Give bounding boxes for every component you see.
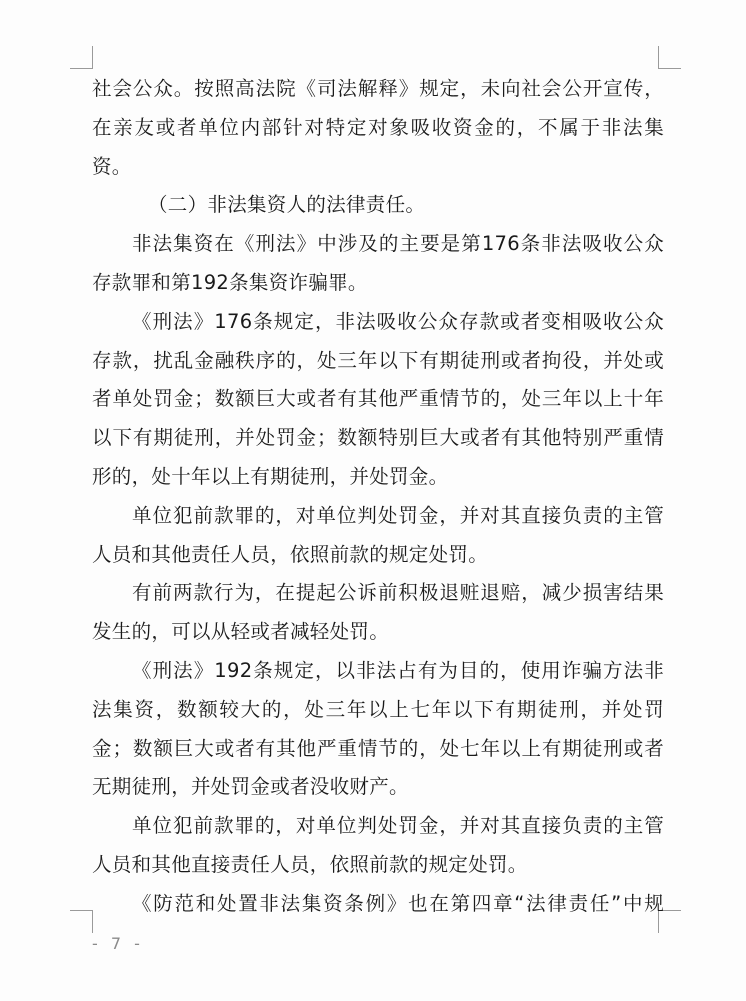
text-line: 存款，扰乱金融秩序的，处三年以下有期徒刑或者拘役，并处或 xyxy=(92,348,664,372)
margin-corner-mark xyxy=(70,910,93,933)
text-line: 《刑法》192条规定，以非法占有为目的，使用诈骗方法非 xyxy=(132,658,664,682)
margin-corner-mark xyxy=(658,46,681,69)
text-line: 金；数额巨大或者有其他严重情节的，处七年以上有期徒刑或者 xyxy=(92,736,664,760)
margin-corner-mark xyxy=(70,46,93,69)
text-line: 以下有期徒刑，并处罚金；数额特别巨大或者有其他特别严重情 xyxy=(92,426,664,450)
text-line: 《刑法》176条规定，非法吸收公众存款或者变相吸收公众 xyxy=(132,309,664,333)
text-line: 存款罪和第192条集资诈骗罪。 xyxy=(92,270,368,294)
text-line: 在亲友或者单位内部针对特定对象吸收资金的，不属于非法集 xyxy=(92,115,664,139)
text-line: 单位犯前款罪的，对单位判处罚金，并对其直接负责的主管 xyxy=(132,503,664,527)
page-number: - 7 - xyxy=(92,934,144,953)
section-heading: （二）非法集资人的法律责任。 xyxy=(148,193,426,217)
text-line: 非法集资在《刑法》中涉及的主要是第176条非法吸收公众 xyxy=(132,232,664,256)
text-line: 单位犯前款罪的，对单位判处罚金，并对其直接负责的主管 xyxy=(132,814,664,838)
body-text xyxy=(92,70,664,924)
text-line: 发生的，可以从轻或者减轻处罚。 xyxy=(92,620,390,644)
text-line: 法集资，数额较大的，处三年以上七年以下有期徒刑，并处罚 xyxy=(92,697,664,721)
text-line: 《防范和处置非法集资条例》也在第四章“法律责任”中规 xyxy=(132,891,664,915)
text-line: 社会公众。按照高法院《司法解释》规定，未向社会公开宣传， xyxy=(92,77,664,100)
text-line: 人员和其他直接责任人员，依照前款的规定处罚。 xyxy=(92,852,528,876)
text-line: 者单处罚金；数额巨大或者有其他严重情节的，处三年以上十年 xyxy=(92,387,664,411)
text-line: 形的，处十年以上有期徒刑，并处罚金。 xyxy=(92,464,449,488)
text-line: 人员和其他责任人员，依照前款的规定处罚。 xyxy=(92,542,489,566)
text-line: 有前两款行为，在提起公诉前积极退赃退赔，减少损害结果 xyxy=(132,581,664,605)
text-line: 资。 xyxy=(92,154,132,178)
text-line: 无期徒刑，并处罚金或者没收财产。 xyxy=(92,775,409,799)
